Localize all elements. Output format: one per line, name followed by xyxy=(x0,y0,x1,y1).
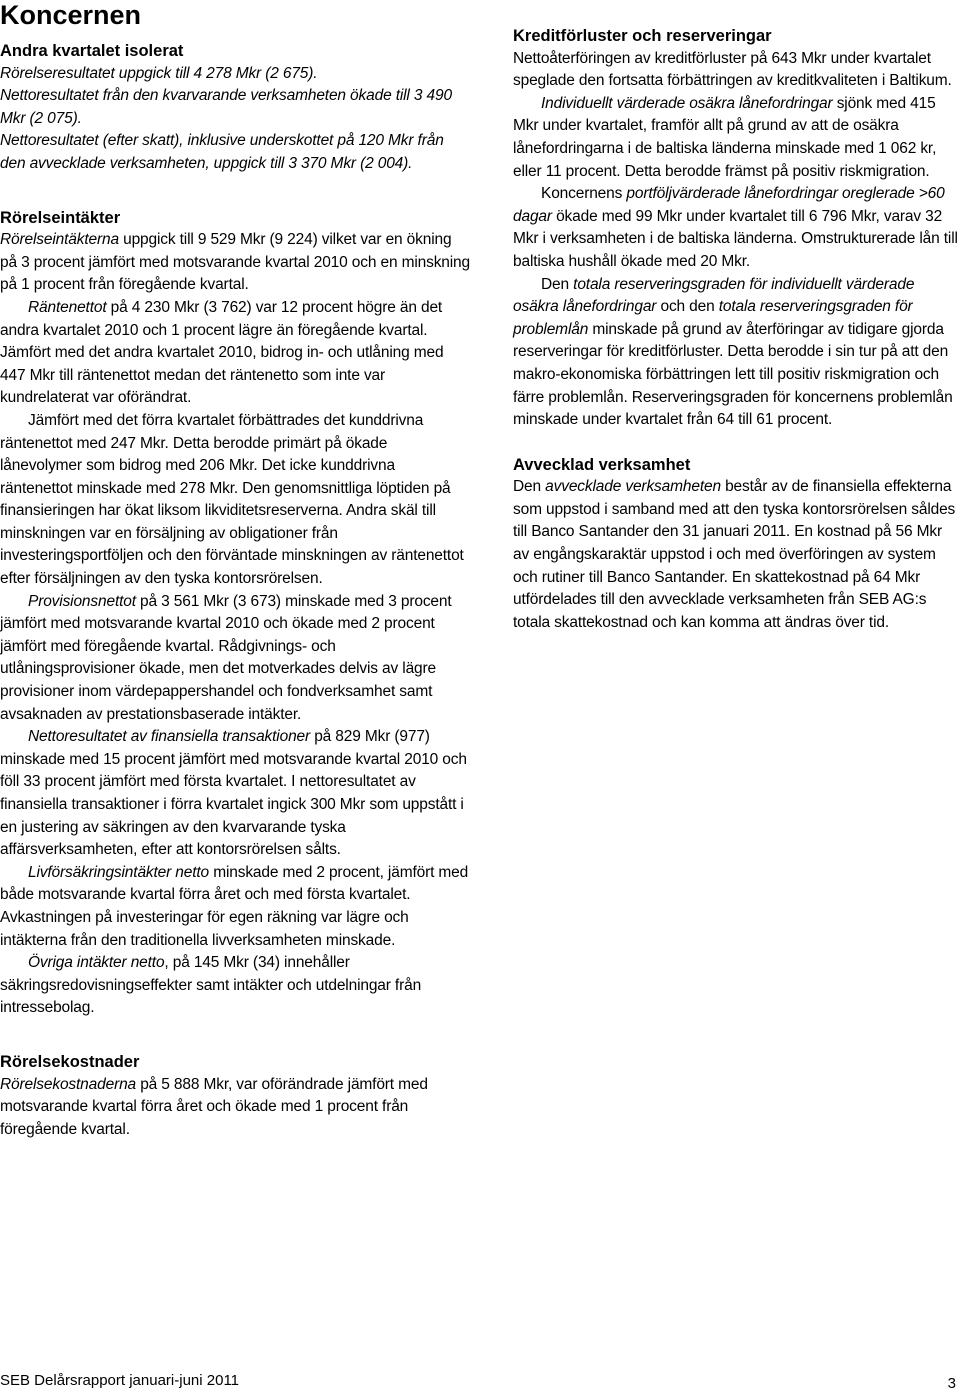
paragraph: Den totala reserveringsgraden för individuellt värderade osäkra lånefordringar och den totala reserveringsgraden för problemlån minskade på grund av återföringar av tidigare gjorda reserveringar för kreditförluster. Detta berodde i sin tur på att den makro-ekonomiska förbättringen lett till positiv riskmigration och färre problemlån. Reserveringsgraden för koncernens problemlån minskade under kvartalet från 64 till 61 procent. xyxy=(513,275,953,429)
left-column xyxy=(0,0,470,1141)
paragraph: Individuellt värderade osäkra lånefordringar sjönk med 415 Mkr under kvartalet, framför allt på grund av att de osäkra lånefordringarna i de baltiska länderna minskade med 1 062 kr, eller 11 procent. Detta berodde främst på positiv riskmigration. xyxy=(513,94,937,180)
paragraph: Jämfört med det förra kvartalet förbättrades det kunddrivna räntenettot med 247 Mkr. Detta berodde primärt på ökade lånevolymer som bidrog med 206 Mkr. Det icke kunddrivna räntenettot minskade med 278 Mkr. Den genomsnittliga löptiden på finansieringen har ökat liksom likviditetsreserverna. Andra skäl till minskningen var en försäljning av obligationer från investeringsportföljen och den förväntade minskningen av räntenettot efter försäljningen av den tyska kontorsrörelsen. xyxy=(0,411,464,588)
paragraph: Rörelseintäkterna uppgick till 9 529 Mkr (9 224) vilket var en ökning på 3 procent jämfört med motsvarande kvartal 2010 och en minskning på 1 procent från föregående kvartal. xyxy=(0,231,470,294)
section-heading: Rörelsekostnader xyxy=(0,1052,140,1071)
section-operating-expenses xyxy=(0,1051,470,1141)
page-number: 3 xyxy=(947,1375,956,1392)
paragraph: Livförsäkringsintäkter netto minskade med 2 procent, jämfört med både motsvarande kvartal förra året och med första kvartalet. Avkastningen på investeringar för egen räkning var lägre och intäkterna från den traditionella livverksamheten minskade. xyxy=(0,863,469,949)
paragraph: Nettoresultatet från den kvarvarande verksamheten ökade till 3 490 Mkr (2 075). xyxy=(0,87,452,127)
paragraph: Provisionsnettot på 3 561 Mkr (3 673) minskade med 3 procent jämfört med motsvarande kvartal 2010 och ökade med 2 procent jämfört med föregående kvartal. Rådgivnings- och utlåningsprovisioner ökade, men det motverkades delvis av lägre provisioner inom värdepappershandel och fondverksamhet samt avsaknaden av prestationsbaserade intäkter. xyxy=(0,592,452,723)
paragraph: Räntenettot på 4 230 Mkr (3 762) var 12 procent högre än det andra kvartalet 2010 och 1 procent lägre än föregående kvartal. Jämfört med det andra kvartalet 2010, bidrog in- och utlåning med 447 Mkr till räntenettot medan det räntenetto som inte var kundrelaterat var oförändrat. xyxy=(0,298,444,407)
paragraph: Nettoåterföringen av kreditförluster på 643 Mkr under kvartalet speglade den fortsatta förbättringen av kreditkvaliteten i Baltikum. xyxy=(513,49,952,90)
section-operating-income xyxy=(0,207,470,1020)
right-column xyxy=(513,25,958,634)
paragraph: Rörelseresultatet uppgick till 4 278 Mkr (2 675). xyxy=(0,64,318,82)
section-quarter-isolated xyxy=(0,40,470,176)
section-credit-losses xyxy=(513,25,958,432)
section-heading: Andra kvartalet isolerat xyxy=(0,42,184,60)
paragraph: Nettoresultatet (efter skatt), inklusive underskottet på 120 Mkr från den avvecklade verksamheten, uppgick till 3 370 Mkr (2 004). xyxy=(0,132,444,172)
paragraph: Den avvecklade verksamheten består av de finansiella effekterna som uppstod i samband med att den tyska kontorsrörelsen såldes till Banco Santander den 31 januari 2011. En kostnad på 56 Mkr av engångskaraktär uppstod i och med överföringen av system och rutiner till Banco Santander. En skattekostnad på 64 Mkr utfördelades till den avvecklade verksamheten från SEB AG:s totala skattekostnad och kan komma att ändras över tid. xyxy=(513,478,956,631)
paragraph: Övriga intäkter netto, på 145 Mkr (34) innehåller säkringsredovisningseffekter samt intäkter och utdelningar från intressebolag. xyxy=(0,954,422,1017)
page-title: Koncernen xyxy=(0,0,142,30)
section-discontinued-operations xyxy=(513,454,958,635)
paragraph: Rörelsekostnaderna på 5 888 Mkr, var oförändrade jämfört med motsvarande kvartal förra året och ökade med 1 procent från föregående kvartal. xyxy=(0,1075,428,1138)
paragraph: Koncernens portföljvärderade lånefordringar oreglerade >60 dagar ökade med 99 Mkr under kvartalet till 6 796 Mkr, varav 32 Mkr i verksamheten i de baltiska länderna. Omstrukturerade lån till baltiska hushåll ökade med 20 Mkr. xyxy=(513,185,958,270)
footer-report-title: SEB Delårsrapport januari-juni 2011 xyxy=(0,1372,240,1389)
section-heading: Avvecklad verksamhet xyxy=(513,455,691,474)
paragraph: Nettoresultatet av finansiella transaktioner på 829 Mkr (977) minskade med 15 procent jämfört med motsvarande kvartal 2010 och föll 33 procent jämfört med första kvartalet. I nettoresultatet av finansiella transaktioner i förra kvartalet ingick 300 Mkr som uppstått i en justering av säkringen av den kvarvarande tyska affärsverksamheten, efter att kontorsrörelsen sålts. xyxy=(0,728,467,859)
section-heading: Rörelseintäkter xyxy=(0,208,121,227)
section-heading: Kreditförluster och reserveringar xyxy=(513,27,772,45)
